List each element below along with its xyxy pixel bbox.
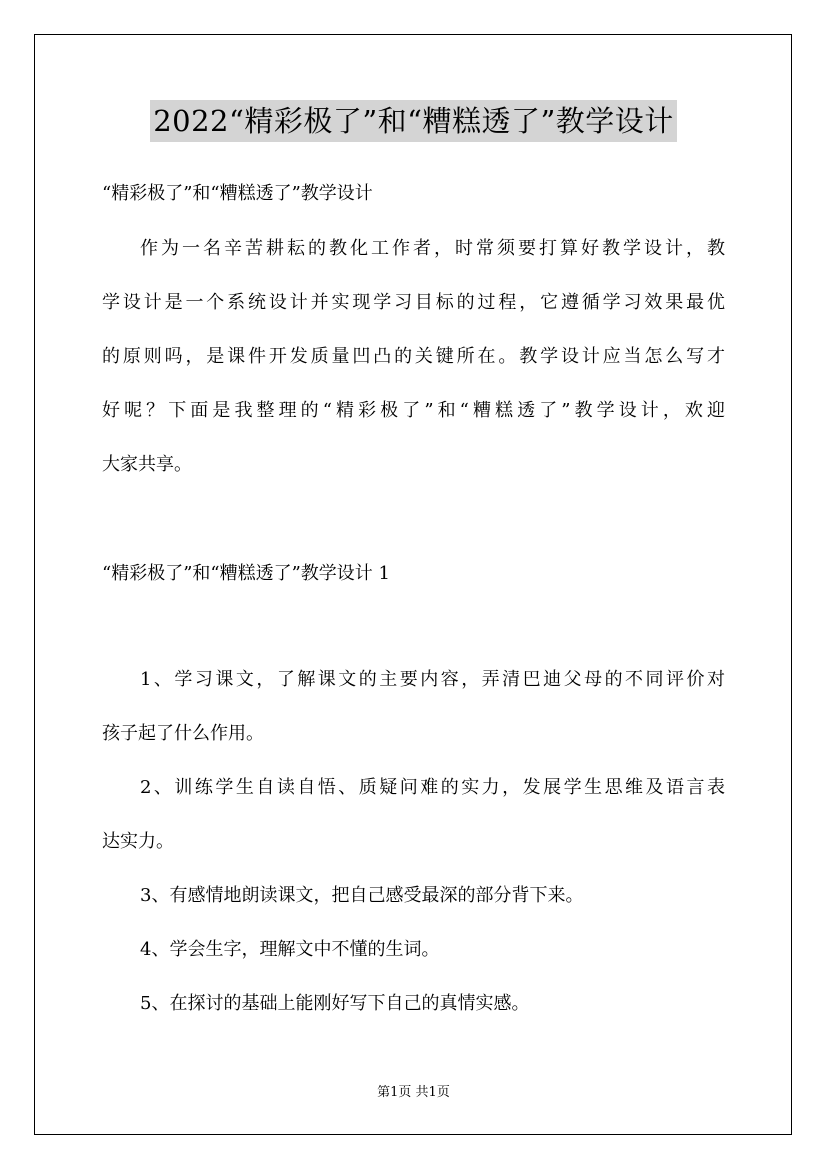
objective-2-line-1: 2、训练学生自读自悟、质疑问难的实力，发展学生思维及语言表 [140, 777, 725, 798]
document-subtitle: “精彩极了”和“糟糕透了”教学设计 [102, 183, 373, 204]
section-heading: “精彩极了”和“糟糕透了”教学设计 1 [102, 563, 390, 584]
objective-5: 5、在探讨的基础上能刚好写下自己的真情实感。 [140, 993, 530, 1014]
document-title: 2022“精彩极了”和“糟糕透了”教学设计 [150, 100, 677, 142]
intro-line-3: 的原则吗，是课件开发质量凹凸的关键所在。教学设计应当怎么写才 [102, 346, 725, 367]
intro-line-1: 作为一名辛苦耕耘的教化工作者，时常须要打算好教学设计，教 [140, 238, 725, 259]
page-footer: 第1页 共1页 [377, 1085, 450, 1100]
objective-3: 3、有感情地朗读课文，把自己感受最深的部分背下来。 [140, 885, 584, 906]
intro-line-4: 好呢？下面是我整理的“精彩极了”和“糟糕透了”教学设计，欢迎 [102, 400, 725, 421]
objective-4: 4、学会生字，理解文中不懂的生词。 [140, 939, 440, 960]
objective-2-line-2: 达实力。 [102, 831, 174, 852]
intro-line-5: 大家共享。 [102, 454, 192, 475]
intro-line-2: 学设计是一个系统设计并实现学习目标的过程，它遵循学习效果最优 [102, 292, 725, 313]
objective-1-line-2: 孩子起了什么作用。 [102, 723, 264, 744]
title-container [0, 100, 827, 142]
objective-1-line-1: 1、学习课文，了解课文的主要内容，弄清巴迪父母的不同评价对 [140, 669, 725, 690]
